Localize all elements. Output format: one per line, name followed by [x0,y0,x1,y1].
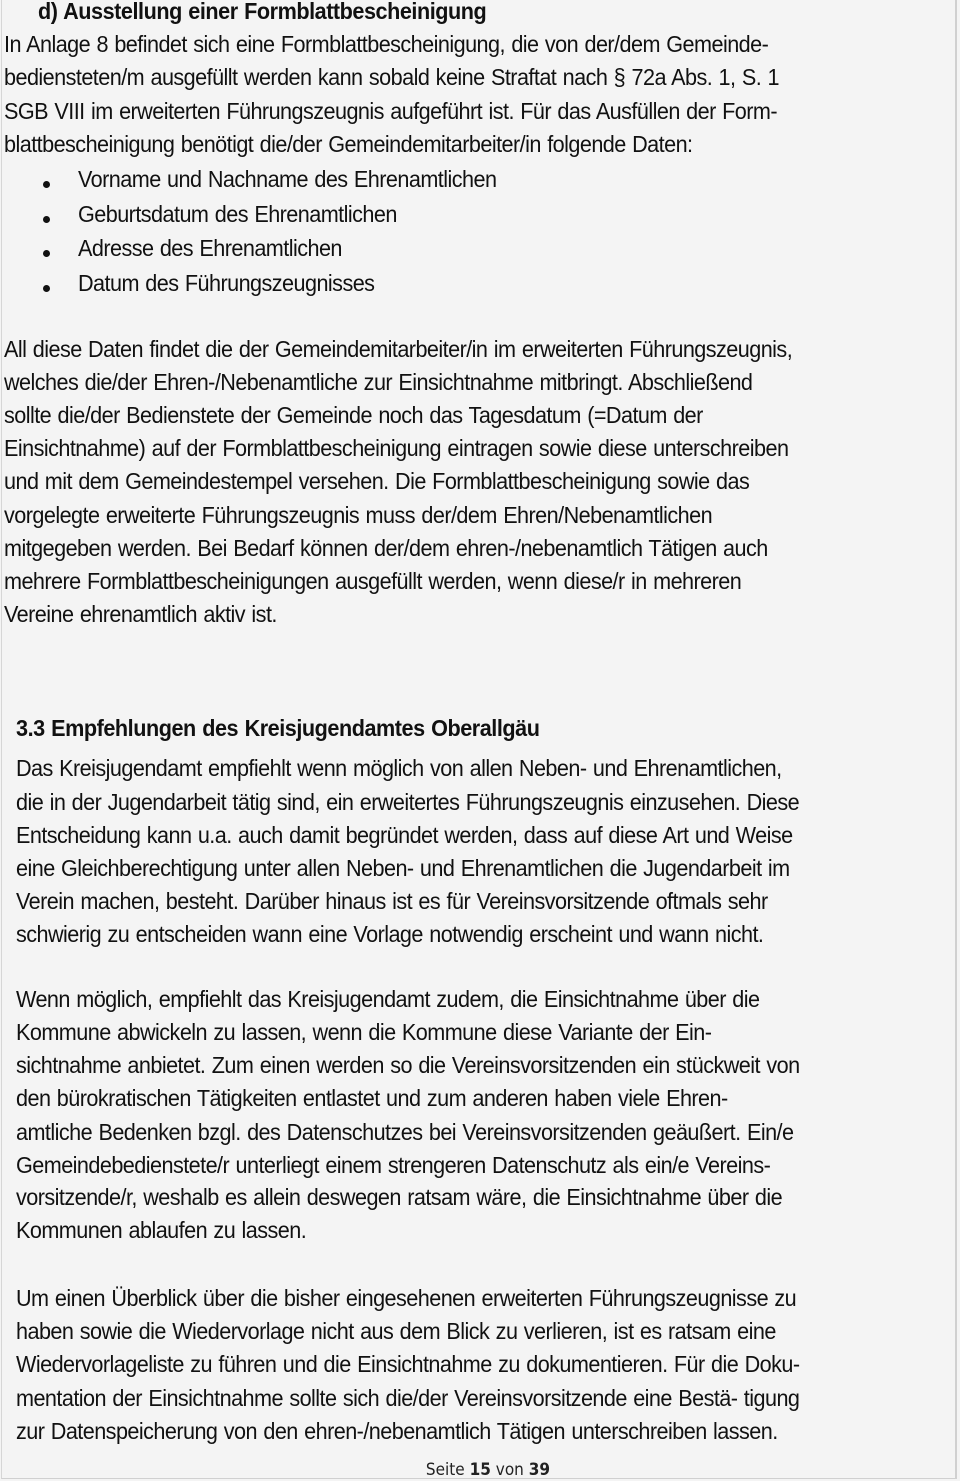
text-line: In Anlage 8 befindet sich eine Formblattbescheinigung, die von der/dem Gemeinde- [4,31,769,57]
text-line: bediensteten/m ausgefüllt werden kann sobald keine Straftat nach § 72a Abs. 1, S. 1 [4,64,780,90]
text-line: Entscheidung kann u.a. auch damit begründet werden, dass auf diese Art und Weise [16,822,793,848]
text-line: zur Datenspeicherung von den ehren-/nebenamtlich Tätigen unterschreiben lassen. [16,1418,778,1444]
page-number-footer [49,1459,927,1481]
text-line: sichtnahme anbietet. Zum einen werden so die Vereinsvorsitzenden ein stückweit von [16,1052,800,1078]
text-line: haben sowie die Wiedervorlage nicht aus dem Blick zu verlieren, ist es ratsam eine [16,1318,776,1344]
page-separator: von [495,1460,524,1480]
text-line: die in der Jugendarbeit tätig sind, ein erweitertes Führungszeugnis einzusehen. Diese [16,789,800,815]
text-line: blattbescheinigung benötigt die/der Gemeindemitarbeiter/in folgende Daten: [4,131,693,157]
section-d-heading: d) Ausstellung einer Formblattbescheinigung [38,0,487,24]
text-line: Wenn möglich, empfiehlt das Kreisjugendamt zudem, die Einsichtnahme über die [16,986,760,1012]
text-line: schwierig zu entscheiden wann eine Vorlage notwendig erscheint und wann nicht. [16,921,764,947]
page-label: Seite [425,1460,465,1480]
list-item: Datum des Führungszeugnisses [78,270,375,296]
bullet-icon [43,181,50,188]
text-line: mehrere Formblattbescheinigungen ausgefüllt werden, wenn diese/r in mehreren [4,568,742,594]
text-line: Kommunen ablaufen zu lassen. [16,1217,307,1243]
list-item: Geburtsdatum des Ehrenamtlichen [78,201,397,227]
text-line: Vereine ehrenamtlich aktiv ist. [4,601,277,627]
page-total: 39 [528,1460,551,1480]
text-line: den bürokratischen Tätigkeiten entlastet und zum anderen haben viele Ehren- [16,1085,728,1111]
bullet-icon [43,285,50,292]
text-line: SGB VIII im erweiterten Führungszeugnis aufgeführt ist. Für das Ausfüllen der Form- [4,98,778,124]
list-item: Adresse des Ehrenamtlichen [78,235,342,261]
text-line: vorsitzende/r, weshalb es allein deswegen ratsam wäre, die Einsichtnahme über die [16,1184,783,1210]
section-3-3-heading: 3.3 Empfehlungen des Kreisjugendamtes Oberallgäu [16,715,540,741]
text-line: Kommune abwickeln zu lassen, wenn die Kommune diese Variante der Ein- [16,1019,712,1045]
page-current: 15 [469,1460,491,1480]
text-line: eine Gleichberechtigung unter allen Neben- und Ehrenamtlichen die Jugendarbeit im [16,855,790,881]
text-line: mentation der Einsichtnahme sollte sich die/der Vereinsvorsitzende eine Bestä- tigung [16,1385,800,1411]
text-line: Gemeindebedienstete/r unterliegt einem strengeren Datenschutz als ein/e Vereins- [16,1152,771,1178]
text-line: Um einen Überblick über die bisher eingesehenen erweiterten Führungszeugnisse zu [16,1285,797,1311]
text-line: vorgelegte erweiterte Führungszeugnis muss der/dem Ehren/Nebenamtlichen [4,502,713,528]
text-line: mitgegeben werden. Bei Bedarf können der/dem ehren-/nebenamtlich Tätigen auch [4,535,768,561]
list-item: Vorname und Nachname des Ehrenamtlichen [78,166,497,192]
text-line: Einsichtnahme) auf der Formblattbescheinigung eintragen sowie diese unterschreiben [4,435,789,461]
text-line: amtliche Bedenken bzgl. des Datenschutzes bei Vereinsvorsitzenden geäußert. Ein/e [16,1119,794,1145]
text-line: Das Kreisjugendamt empfiehlt wenn möglich von allen Neben- und Ehrenamtlichen, [16,755,782,781]
text-line: und mit dem Gemeindestempel versehen. Die Formblattbescheinigung sowie das [4,468,750,494]
bullet-icon [43,250,50,257]
text-line: welches die/der Ehren-/Nebenamtliche zur Einsichtnahme mitbringt. Abschließend [4,369,753,395]
text-line: sollte die/der Bedienstete der Gemeinde noch das Tagesdatum (=Datum der [4,402,703,428]
text-line: Verein machen, besteht. Darüber hinaus ist es für Vereinsvorsitzende oftmals sehr [16,888,768,914]
bullet-icon [43,216,50,223]
text-line: Wiedervorlageliste zu führen und die Einsichtnahme zu dokumentieren. Für die Doku- [16,1351,800,1377]
text-line: All diese Daten findet die der Gemeindemitarbeiter/in im erweiterten Führungszeugnis, [4,336,793,362]
